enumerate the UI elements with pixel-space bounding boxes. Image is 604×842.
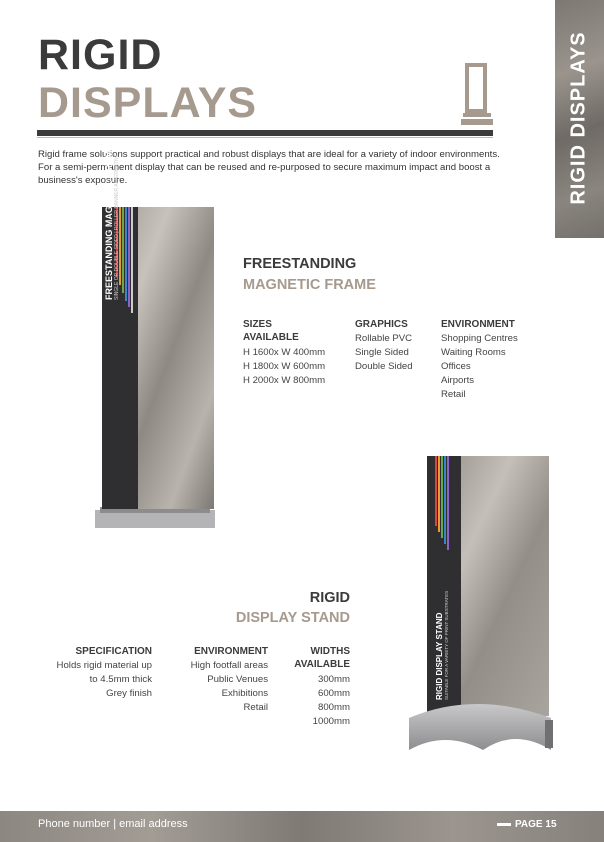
list-item: Double Sided — [355, 361, 413, 372]
list-item: Shopping Centres — [441, 333, 518, 344]
list-item: Airports — [441, 375, 475, 386]
list-item: Grey finish — [106, 688, 152, 699]
list-item: 600mm — [318, 688, 350, 699]
product1-title-line2: MAGNETIC FRAME — [243, 277, 376, 293]
product1-environment-list — [441, 332, 518, 402]
product1-sizes-list — [243, 346, 325, 388]
product2-widths-heading: WIDTHS AVAILABLE — [294, 646, 350, 670]
product2-specification-list — [20, 659, 152, 701]
list-item: Public Venues — [207, 674, 268, 685]
product2-widths-list — [280, 673, 350, 729]
product1-environment-heading: ENVIRONMENT — [441, 319, 515, 330]
list-item: Offices — [441, 361, 471, 372]
list-item: Retail — [243, 702, 268, 713]
product1-title-line1: FREESTANDING — [243, 256, 357, 272]
title-rule-thin — [37, 137, 493, 138]
page-number-bar — [497, 823, 511, 826]
side-tab-label: RIGID DISPLAYS — [567, 31, 590, 205]
stand-image-sub-text: SUITABLE FOR A VARIETY OF PRINT SUBSTRATES — [444, 590, 449, 700]
list-item: Exhibitions — [221, 688, 268, 699]
list-item: Waiting Rooms — [441, 347, 506, 358]
page-number: PAGE 15 — [497, 819, 557, 830]
list-item: 300mm — [318, 674, 350, 685]
product2-title-line2: DISPLAY STAND — [235, 610, 350, 626]
list-item: Rollable PVC — [355, 333, 413, 344]
list-item: H 2000x W 800mm — [243, 375, 326, 386]
display-stand-icon — [461, 63, 493, 127]
title-rule — [37, 130, 493, 136]
list-item: H 1800x W 600mm — [243, 361, 326, 372]
list-item: H 1600x W 400mm — [243, 347, 326, 358]
side-section-tab — [555, 0, 604, 238]
product2-environment-list — [160, 659, 268, 715]
footer-contact: Phone number | email address — [38, 818, 188, 830]
intro-paragraph: Rigid frame solutions support practical and robust displays that are ideal for a variety of indoor environments. For a semi-permanent display that can be reused and re-purposed to secure maximum impact and boost a business's exposure. — [38, 149, 500, 186]
page-title-line2: DISPLAYS — [38, 79, 258, 127]
page-title-line1: RIGID — [38, 31, 163, 79]
list-item: to 4.5mm thick — [89, 674, 152, 685]
product2-environment-heading: ENVIRONMENT — [194, 646, 268, 657]
product1-sizes-heading: SIZES AVAILABLE — [243, 319, 299, 343]
product2-specification-heading: SPECIFICATION — [75, 646, 152, 657]
list-item: Holds rigid material up — [56, 660, 152, 671]
product1-graphics-heading: GRAPHICS — [355, 319, 408, 330]
stand-image-main-text: RIGID DISPLAY STAND — [435, 612, 444, 700]
list-item: Retail — [441, 389, 466, 400]
product2-title-line1: RIGID — [309, 590, 350, 606]
list-item: 1000mm — [312, 716, 350, 727]
rigid-display-stand-image — [395, 450, 555, 760]
frame-image-main-text: FREESTANDING MAGNETIC FRAME — [104, 144, 114, 300]
list-item: Single Sided — [355, 347, 409, 358]
product1-graphics-list — [355, 332, 413, 374]
frame-image-sub-text: SINGLE OR DOUBLE SIDED | ROLLER BANNER ALTERNATIVE — [114, 153, 120, 300]
list-item: 800mm — [318, 702, 350, 713]
list-item: High footfall areas — [190, 660, 268, 671]
